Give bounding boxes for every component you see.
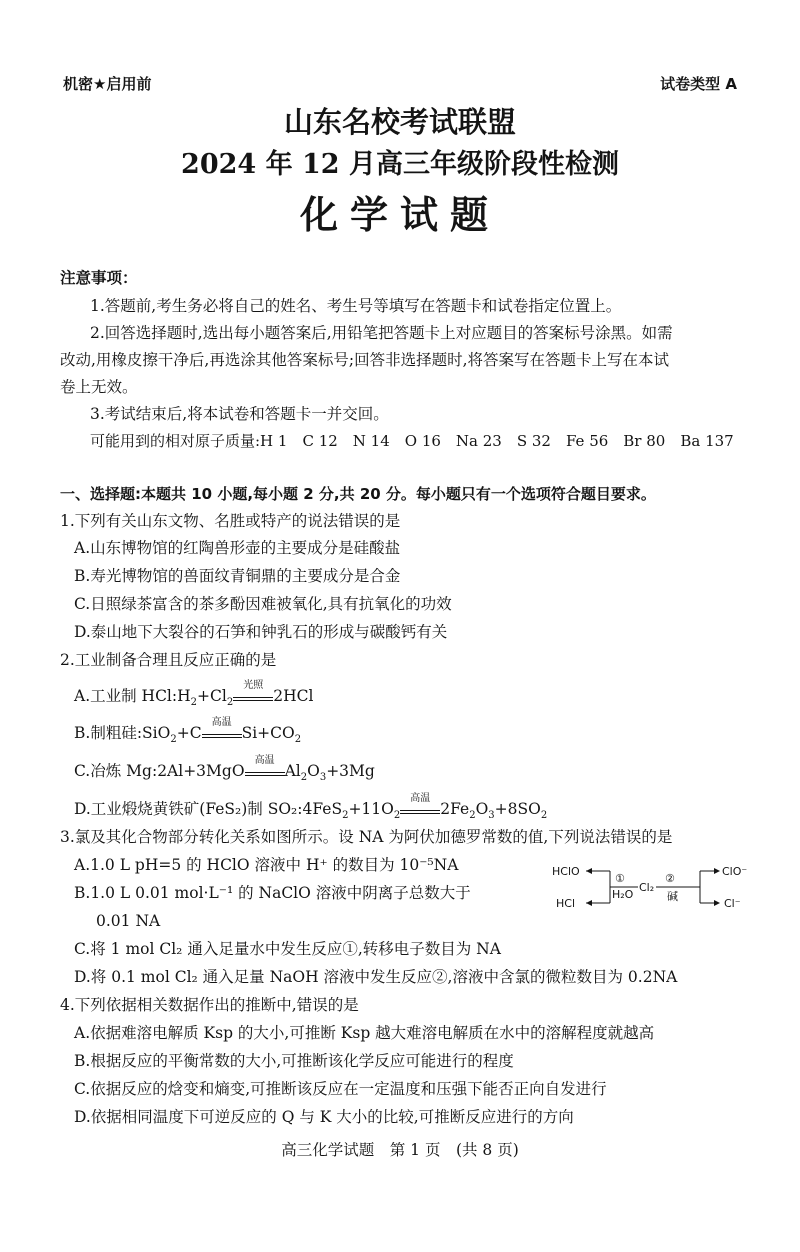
paper-type-label: 试卷类型 A [660, 75, 737, 93]
q2-option-a: A.工业制 $HCl:H_2+Cl_2$ 光照 2HCl [74, 680, 314, 709]
q3-option-b-cont: 0.01 NA [96, 912, 161, 930]
q2-option-b: B.制粗硅:SiO$_2$+C 高温 $Si+CO_2$ [74, 717, 302, 746]
note-2: 2.回答选择题时,选出每小题答案后,用铅笔把答题卡上对应题目的答案标号涂黑。如需 [90, 324, 673, 342]
hcl-label: HCl [556, 897, 576, 910]
step-2-label: ② [665, 872, 675, 885]
reaction-arrow: 高温 [202, 725, 242, 738]
q2-stem: 2.工业制备合理且反应正确的是 [60, 651, 277, 669]
q2-option-c: C.冶炼 Mg:2Al+3MgO 高温 $Al_2O_3+3Mg$ [74, 755, 375, 784]
q3-option-a: A.1.0 L pH=5 的 HClO 溶液中 H⁺ 的数目为 10⁻⁵NA [74, 856, 459, 874]
atomic-masses: 可能用到的相对原子质量:H 1 C 12 N 14 O 16 Na 23 S 32 Fe 56 Br 80 Ba 137 [90, 432, 734, 450]
reaction-arrow: 高温 [245, 763, 285, 776]
note-2-end: 卷上无效。 [60, 378, 138, 396]
q3-option-d: D.将 0.1 mol Cl₂ 通入足量 NaOH 溶液中发生反应②,溶液中含氯的微粒数目为 0.2NA [74, 968, 678, 986]
water-label: H₂O [612, 888, 634, 901]
chlorine-conversion-diagram [548, 860, 748, 922]
notes-heading: 注意事项： [60, 269, 138, 287]
base-label: 碱 [667, 890, 678, 903]
q3-stem: 3.氯及其化合物部分转化关系如图所示。设 NA 为阿伏加德罗常数的值,下列说法错误的是 [60, 828, 673, 846]
exam-alliance-title: 山东名校考试联盟 [283, 105, 516, 139]
q3-option-c: C.将 1 mol Cl₂ 通入足量水中发生反应①,转移电子数目为 NA [74, 940, 501, 958]
chlorine-label: Cl₂ [639, 881, 655, 894]
q2-option-d: D.工业煅烧黄铁矿(FeS₂)制 $SO_2:4FeS_2+11O_2$ 高温 $2Fe_2O_3+8SO_2$ [74, 793, 548, 822]
q1-stem: 1.下列有关山东文物、名胜或特产的说法错误的是 [60, 512, 401, 530]
hclo-label: HClO [552, 865, 580, 878]
q1-option-c: C.日照绿茶富含的茶多酚因难被氧化,具有抗氧化的功效 [74, 595, 452, 613]
q1-option-d: D.泰山地下大裂谷的石笋和钟乳石的形成与碳酸钙有关 [74, 623, 448, 641]
confidential-label: 机密★启用前 [63, 75, 152, 93]
q4-option-d: D.依据相同温度下可逆反应的 Q 与 K 大小的比较,可推断反应进行的方向 [74, 1108, 574, 1126]
note-2-cont: 改动,用橡皮擦干净后,再选涂其他答案标号;回答非选择题时,将答案写在答题卡上写在本试 [60, 351, 670, 369]
section-heading: 一、选择题:本题共 10 小题,每小题 2 分,共 20 分。每小题只有一个选项符合题目要求。 [60, 485, 656, 503]
note-3: 3.考试结束后,将本试卷和答题卡一并交回。 [90, 405, 389, 423]
exam-date-title: 2024 年 12 月高三年级阶段性检测 [181, 149, 619, 180]
subject-title: 化学试题 [299, 192, 500, 237]
q4-option-a: A.依据难溶电解质 Ksp 的大小,可推断 Ksp 越大难溶电解质在水中的溶解程度就越高 [74, 1024, 655, 1042]
hypochlorite-label: ClO⁻ [722, 865, 748, 878]
q1-option-b: B.寿光博物馆的兽面纹青铜鼎的主要成分是合金 [74, 567, 401, 585]
q3-option-b: B.1.0 L 0.01 mol·L⁻¹ 的 NaClO 溶液中阴离子总数大于 [74, 884, 471, 902]
note-1: 1.答题前,考生务必将自己的姓名、考生号等填写在答题卡和试卷指定位置上。 [90, 297, 622, 315]
step-1-label: ① [615, 872, 625, 885]
page-footer: 高三化学试题 第 1 页 (共 8 页) [281, 1141, 519, 1159]
chloride-label: Cl⁻ [724, 897, 741, 910]
q1-option-a: A.山东博物馆的红陶兽形壶的主要成分是硅酸盐 [74, 539, 401, 557]
q4-option-c: C.依据反应的焓变和熵变,可推断该反应在一定温度和压强下能否正向自发进行 [74, 1080, 607, 1098]
q4-stem: 4.下列依据相关数据作出的推断中,错误的是 [60, 996, 359, 1014]
reaction-arrow: 高温 [400, 801, 440, 814]
q4-option-b: B.根据反应的平衡常数的大小,可推断该化学反应可能进行的程度 [74, 1052, 514, 1070]
reaction-arrow: 光照 [233, 688, 273, 701]
